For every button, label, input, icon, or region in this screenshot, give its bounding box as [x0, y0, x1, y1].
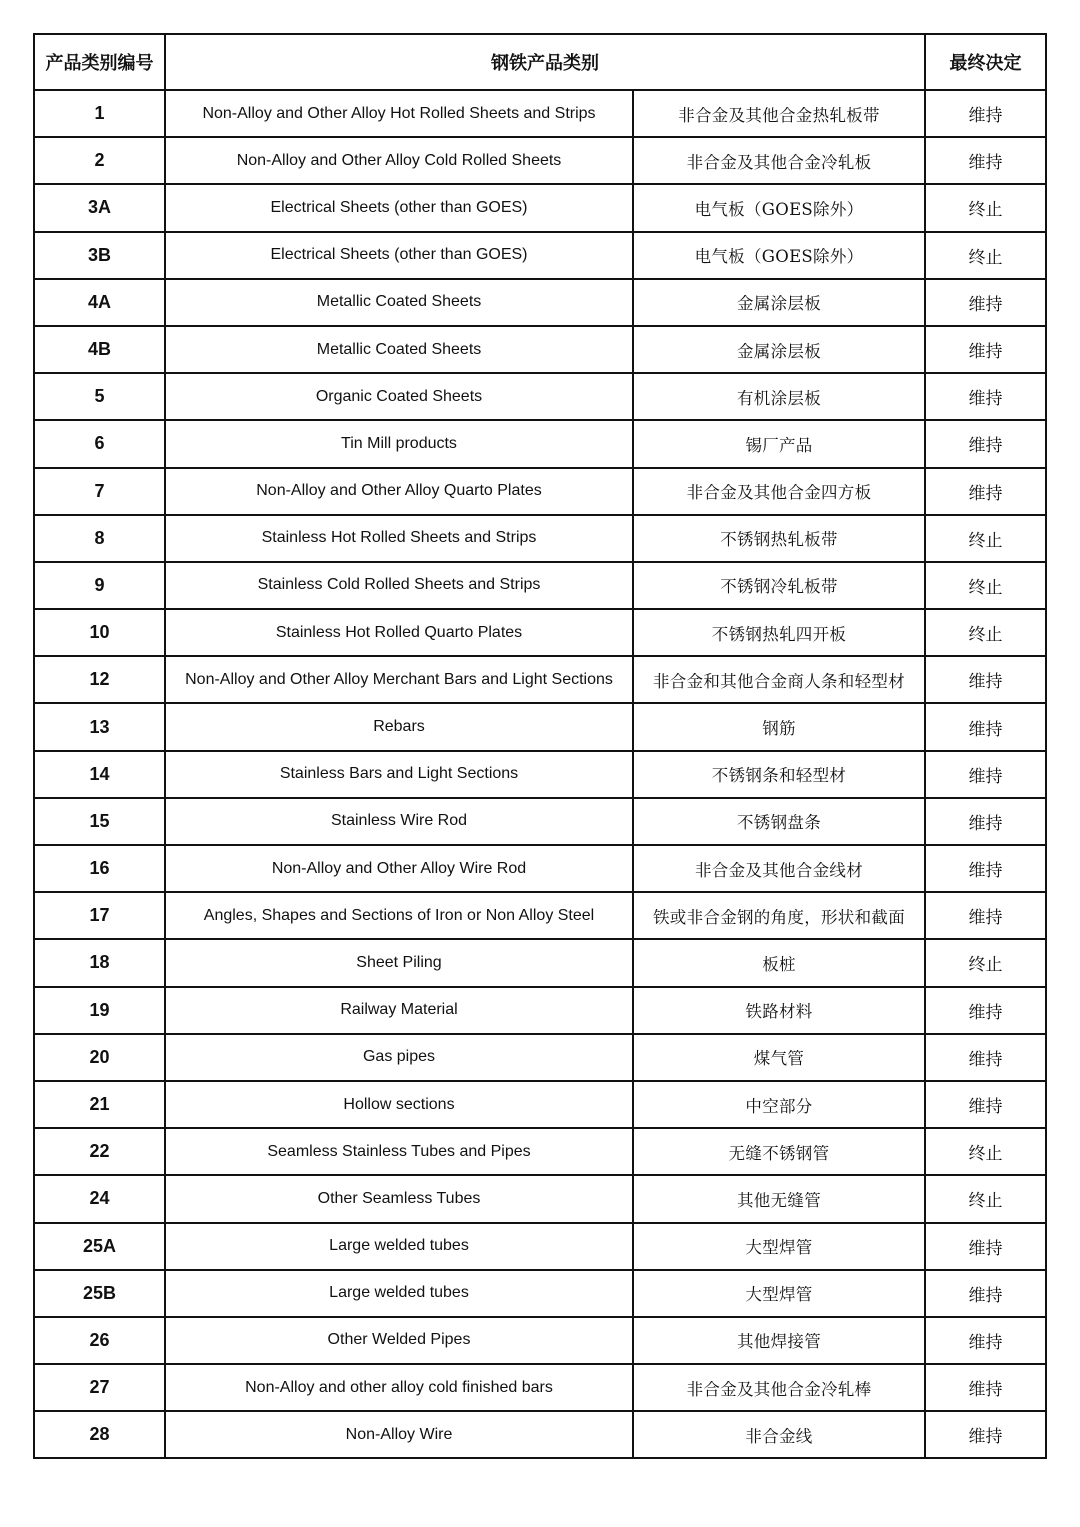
- category-english-cell: Stainless Hot Rolled Sheets and Strips: [165, 515, 633, 562]
- table-row: [34, 656, 1046, 703]
- header-final-decision: 最终决定: [925, 34, 1046, 90]
- category-english-cell: Non-Alloy and Other Alloy Quarto Plates: [165, 468, 633, 515]
- table-row: [34, 1034, 1046, 1081]
- category-chinese-cell: 无缝不锈钢管: [633, 1128, 925, 1175]
- category-chinese-cell: 不锈钢冷轧板带: [633, 562, 925, 609]
- final-decision-cell: 维持: [925, 1364, 1046, 1411]
- table-row: [34, 373, 1046, 420]
- product-code-cell: 6: [34, 420, 165, 467]
- table-row: [34, 939, 1046, 986]
- table-row: [34, 279, 1046, 326]
- product-code-cell: 17: [34, 892, 165, 939]
- category-english-cell: Metallic Coated Sheets: [165, 279, 633, 326]
- table-body: [34, 90, 1046, 1458]
- category-chinese-cell: 不锈钢盘条: [633, 798, 925, 845]
- header-row: [34, 34, 1046, 90]
- category-chinese-cell: 大型焊管: [633, 1270, 925, 1317]
- final-decision-cell: 维持: [925, 703, 1046, 750]
- final-decision-cell: 维持: [925, 279, 1046, 326]
- final-decision-cell: 终止: [925, 515, 1046, 562]
- final-decision-cell: 维持: [925, 1411, 1046, 1458]
- final-decision-cell: 维持: [925, 1270, 1046, 1317]
- table-row: [34, 751, 1046, 798]
- category-english-cell: Sheet Piling: [165, 939, 633, 986]
- final-decision-cell: 维持: [925, 656, 1046, 703]
- category-chinese-cell: 中空部分: [633, 1081, 925, 1128]
- product-code-cell: 4B: [34, 326, 165, 373]
- category-chinese-cell: 非合金及其他合金冷轧板: [633, 137, 925, 184]
- product-code-cell: 1: [34, 90, 165, 137]
- product-code-cell: 5: [34, 373, 165, 420]
- category-english-cell: Non-Alloy and Other Alloy Cold Rolled Sheets: [165, 137, 633, 184]
- final-decision-cell: 维持: [925, 373, 1046, 420]
- category-english-cell: Stainless Bars and Light Sections: [165, 751, 633, 798]
- final-decision-cell: 终止: [925, 939, 1046, 986]
- final-decision-cell: 维持: [925, 326, 1046, 373]
- category-chinese-cell: 非合金及其他合金线材: [633, 845, 925, 892]
- category-english-cell: Organic Coated Sheets: [165, 373, 633, 420]
- product-code-cell: 26: [34, 1317, 165, 1364]
- table-row: [34, 326, 1046, 373]
- final-decision-cell: 终止: [925, 1175, 1046, 1222]
- final-decision-cell: 终止: [925, 184, 1046, 231]
- category-chinese-cell: 非合金和其他合金商人条和轻型材: [633, 656, 925, 703]
- category-chinese-cell: 非合金及其他合金热轧板带: [633, 90, 925, 137]
- final-decision-cell: 维持: [925, 1317, 1046, 1364]
- table-row: [34, 1270, 1046, 1317]
- category-chinese-cell: 电气板（GOES除外）: [633, 232, 925, 279]
- category-chinese-cell: 铁路材料: [633, 987, 925, 1034]
- category-chinese-cell: 电气板（GOES除外）: [633, 184, 925, 231]
- category-chinese-cell: 钢筋: [633, 703, 925, 750]
- final-decision-cell: 终止: [925, 562, 1046, 609]
- product-code-cell: 22: [34, 1128, 165, 1175]
- category-english-cell: Rebars: [165, 703, 633, 750]
- table-row: [34, 515, 1046, 562]
- table-row: [34, 1175, 1046, 1222]
- category-chinese-cell: 煤气管: [633, 1034, 925, 1081]
- final-decision-cell: 维持: [925, 1081, 1046, 1128]
- final-decision-cell: 维持: [925, 845, 1046, 892]
- final-decision-cell: 维持: [925, 90, 1046, 137]
- category-english-cell: Angles, Shapes and Sections of Iron or Non Alloy Steel: [165, 892, 633, 939]
- category-english-cell: Gas pipes: [165, 1034, 633, 1081]
- product-code-cell: 10: [34, 609, 165, 656]
- category-english-cell: Electrical Sheets (other than GOES): [165, 184, 633, 231]
- table-row: [34, 703, 1046, 750]
- table-row: [34, 562, 1046, 609]
- product-code-cell: 27: [34, 1364, 165, 1411]
- table-row: [34, 137, 1046, 184]
- table-row: [34, 232, 1046, 279]
- category-chinese-cell: 其他无缝管: [633, 1175, 925, 1222]
- product-code-cell: 8: [34, 515, 165, 562]
- category-chinese-cell: 板桩: [633, 939, 925, 986]
- category-english-cell: Tin Mill products: [165, 420, 633, 467]
- table-row: [34, 798, 1046, 845]
- final-decision-cell: 维持: [925, 137, 1046, 184]
- category-chinese-cell: 其他焊接管: [633, 1317, 925, 1364]
- table-row: [34, 90, 1046, 137]
- category-chinese-cell: 铁或非合金钢的角度，形状和截面: [633, 892, 925, 939]
- product-code-cell: 18: [34, 939, 165, 986]
- product-code-cell: 3A: [34, 184, 165, 231]
- category-chinese-cell: 金属涂层板: [633, 279, 925, 326]
- category-english-cell: Non-Alloy and Other Alloy Wire Rod: [165, 845, 633, 892]
- table-row: [34, 1364, 1046, 1411]
- product-code-cell: 13: [34, 703, 165, 750]
- header-product-category: 钢铁产品类别: [165, 34, 925, 90]
- category-chinese-cell: 非合金及其他合金冷轧棒: [633, 1364, 925, 1411]
- table-row: [34, 845, 1046, 892]
- category-english-cell: Stainless Wire Rod: [165, 798, 633, 845]
- category-english-cell: Non-Alloy and other alloy cold finished bars: [165, 1364, 633, 1411]
- table-row: [34, 987, 1046, 1034]
- final-decision-cell: 维持: [925, 468, 1046, 515]
- category-english-cell: Seamless Stainless Tubes and Pipes: [165, 1128, 633, 1175]
- category-chinese-cell: 非合金及其他合金四方板: [633, 468, 925, 515]
- final-decision-cell: 维持: [925, 751, 1046, 798]
- category-english-cell: Stainless Cold Rolled Sheets and Strips: [165, 562, 633, 609]
- category-chinese-cell: 金属涂层板: [633, 326, 925, 373]
- category-english-cell: Non-Alloy Wire: [165, 1411, 633, 1458]
- category-chinese-cell: 不锈钢热轧板带: [633, 515, 925, 562]
- final-decision-cell: 终止: [925, 1128, 1046, 1175]
- table-row: [34, 1223, 1046, 1270]
- product-code-cell: 25B: [34, 1270, 165, 1317]
- category-english-cell: Metallic Coated Sheets: [165, 326, 633, 373]
- final-decision-cell: 维持: [925, 420, 1046, 467]
- category-chinese-cell: 大型焊管: [633, 1223, 925, 1270]
- final-decision-cell: 维持: [925, 892, 1046, 939]
- product-code-cell: 28: [34, 1411, 165, 1458]
- product-code-cell: 3B: [34, 232, 165, 279]
- final-decision-cell: 维持: [925, 987, 1046, 1034]
- category-english-cell: Railway Material: [165, 987, 633, 1034]
- table-row: [34, 892, 1046, 939]
- header-product-code: 产品类别编号: [34, 34, 165, 90]
- category-english-cell: Large welded tubes: [165, 1270, 633, 1317]
- final-decision-cell: 终止: [925, 609, 1046, 656]
- product-code-cell: 7: [34, 468, 165, 515]
- table-row: [34, 184, 1046, 231]
- table-row: [34, 1128, 1046, 1175]
- category-chinese-cell: 不锈钢条和轻型材: [633, 751, 925, 798]
- table-row: [34, 1411, 1046, 1458]
- product-code-cell: 12: [34, 656, 165, 703]
- table-header: [34, 34, 1046, 90]
- product-code-cell: 16: [34, 845, 165, 892]
- category-english-cell: Electrical Sheets (other than GOES): [165, 232, 633, 279]
- table-row: [34, 609, 1046, 656]
- table-row: [34, 1317, 1046, 1364]
- table-row: [34, 1081, 1046, 1128]
- category-english-cell: Other Welded Pipes: [165, 1317, 633, 1364]
- table-row: [34, 420, 1046, 467]
- category-chinese-cell: 有机涂层板: [633, 373, 925, 420]
- steel-product-table: [33, 33, 1047, 1459]
- final-decision-cell: 维持: [925, 1034, 1046, 1081]
- product-code-cell: 9: [34, 562, 165, 609]
- table-row: [34, 468, 1046, 515]
- category-english-cell: Non-Alloy and Other Alloy Merchant Bars and Light Sections: [165, 656, 633, 703]
- final-decision-cell: 维持: [925, 798, 1046, 845]
- category-chinese-cell: 锡厂产品: [633, 420, 925, 467]
- product-code-cell: 14: [34, 751, 165, 798]
- final-decision-cell: 维持: [925, 1223, 1046, 1270]
- product-code-cell: 24: [34, 1175, 165, 1222]
- category-english-cell: Stainless Hot Rolled Quarto Plates: [165, 609, 633, 656]
- product-code-cell: 20: [34, 1034, 165, 1081]
- product-code-cell: 15: [34, 798, 165, 845]
- category-chinese-cell: 不锈钢热轧四开板: [633, 609, 925, 656]
- product-code-cell: 2: [34, 137, 165, 184]
- category-english-cell: Non-Alloy and Other Alloy Hot Rolled Sheets and Strips: [165, 90, 633, 137]
- product-code-cell: 25A: [34, 1223, 165, 1270]
- product-code-cell: 19: [34, 987, 165, 1034]
- product-code-cell: 4A: [34, 279, 165, 326]
- category-english-cell: Hollow sections: [165, 1081, 633, 1128]
- category-english-cell: Large welded tubes: [165, 1223, 633, 1270]
- product-code-cell: 21: [34, 1081, 165, 1128]
- final-decision-cell: 终止: [925, 232, 1046, 279]
- category-chinese-cell: 非合金线: [633, 1411, 925, 1458]
- category-english-cell: Other Seamless Tubes: [165, 1175, 633, 1222]
